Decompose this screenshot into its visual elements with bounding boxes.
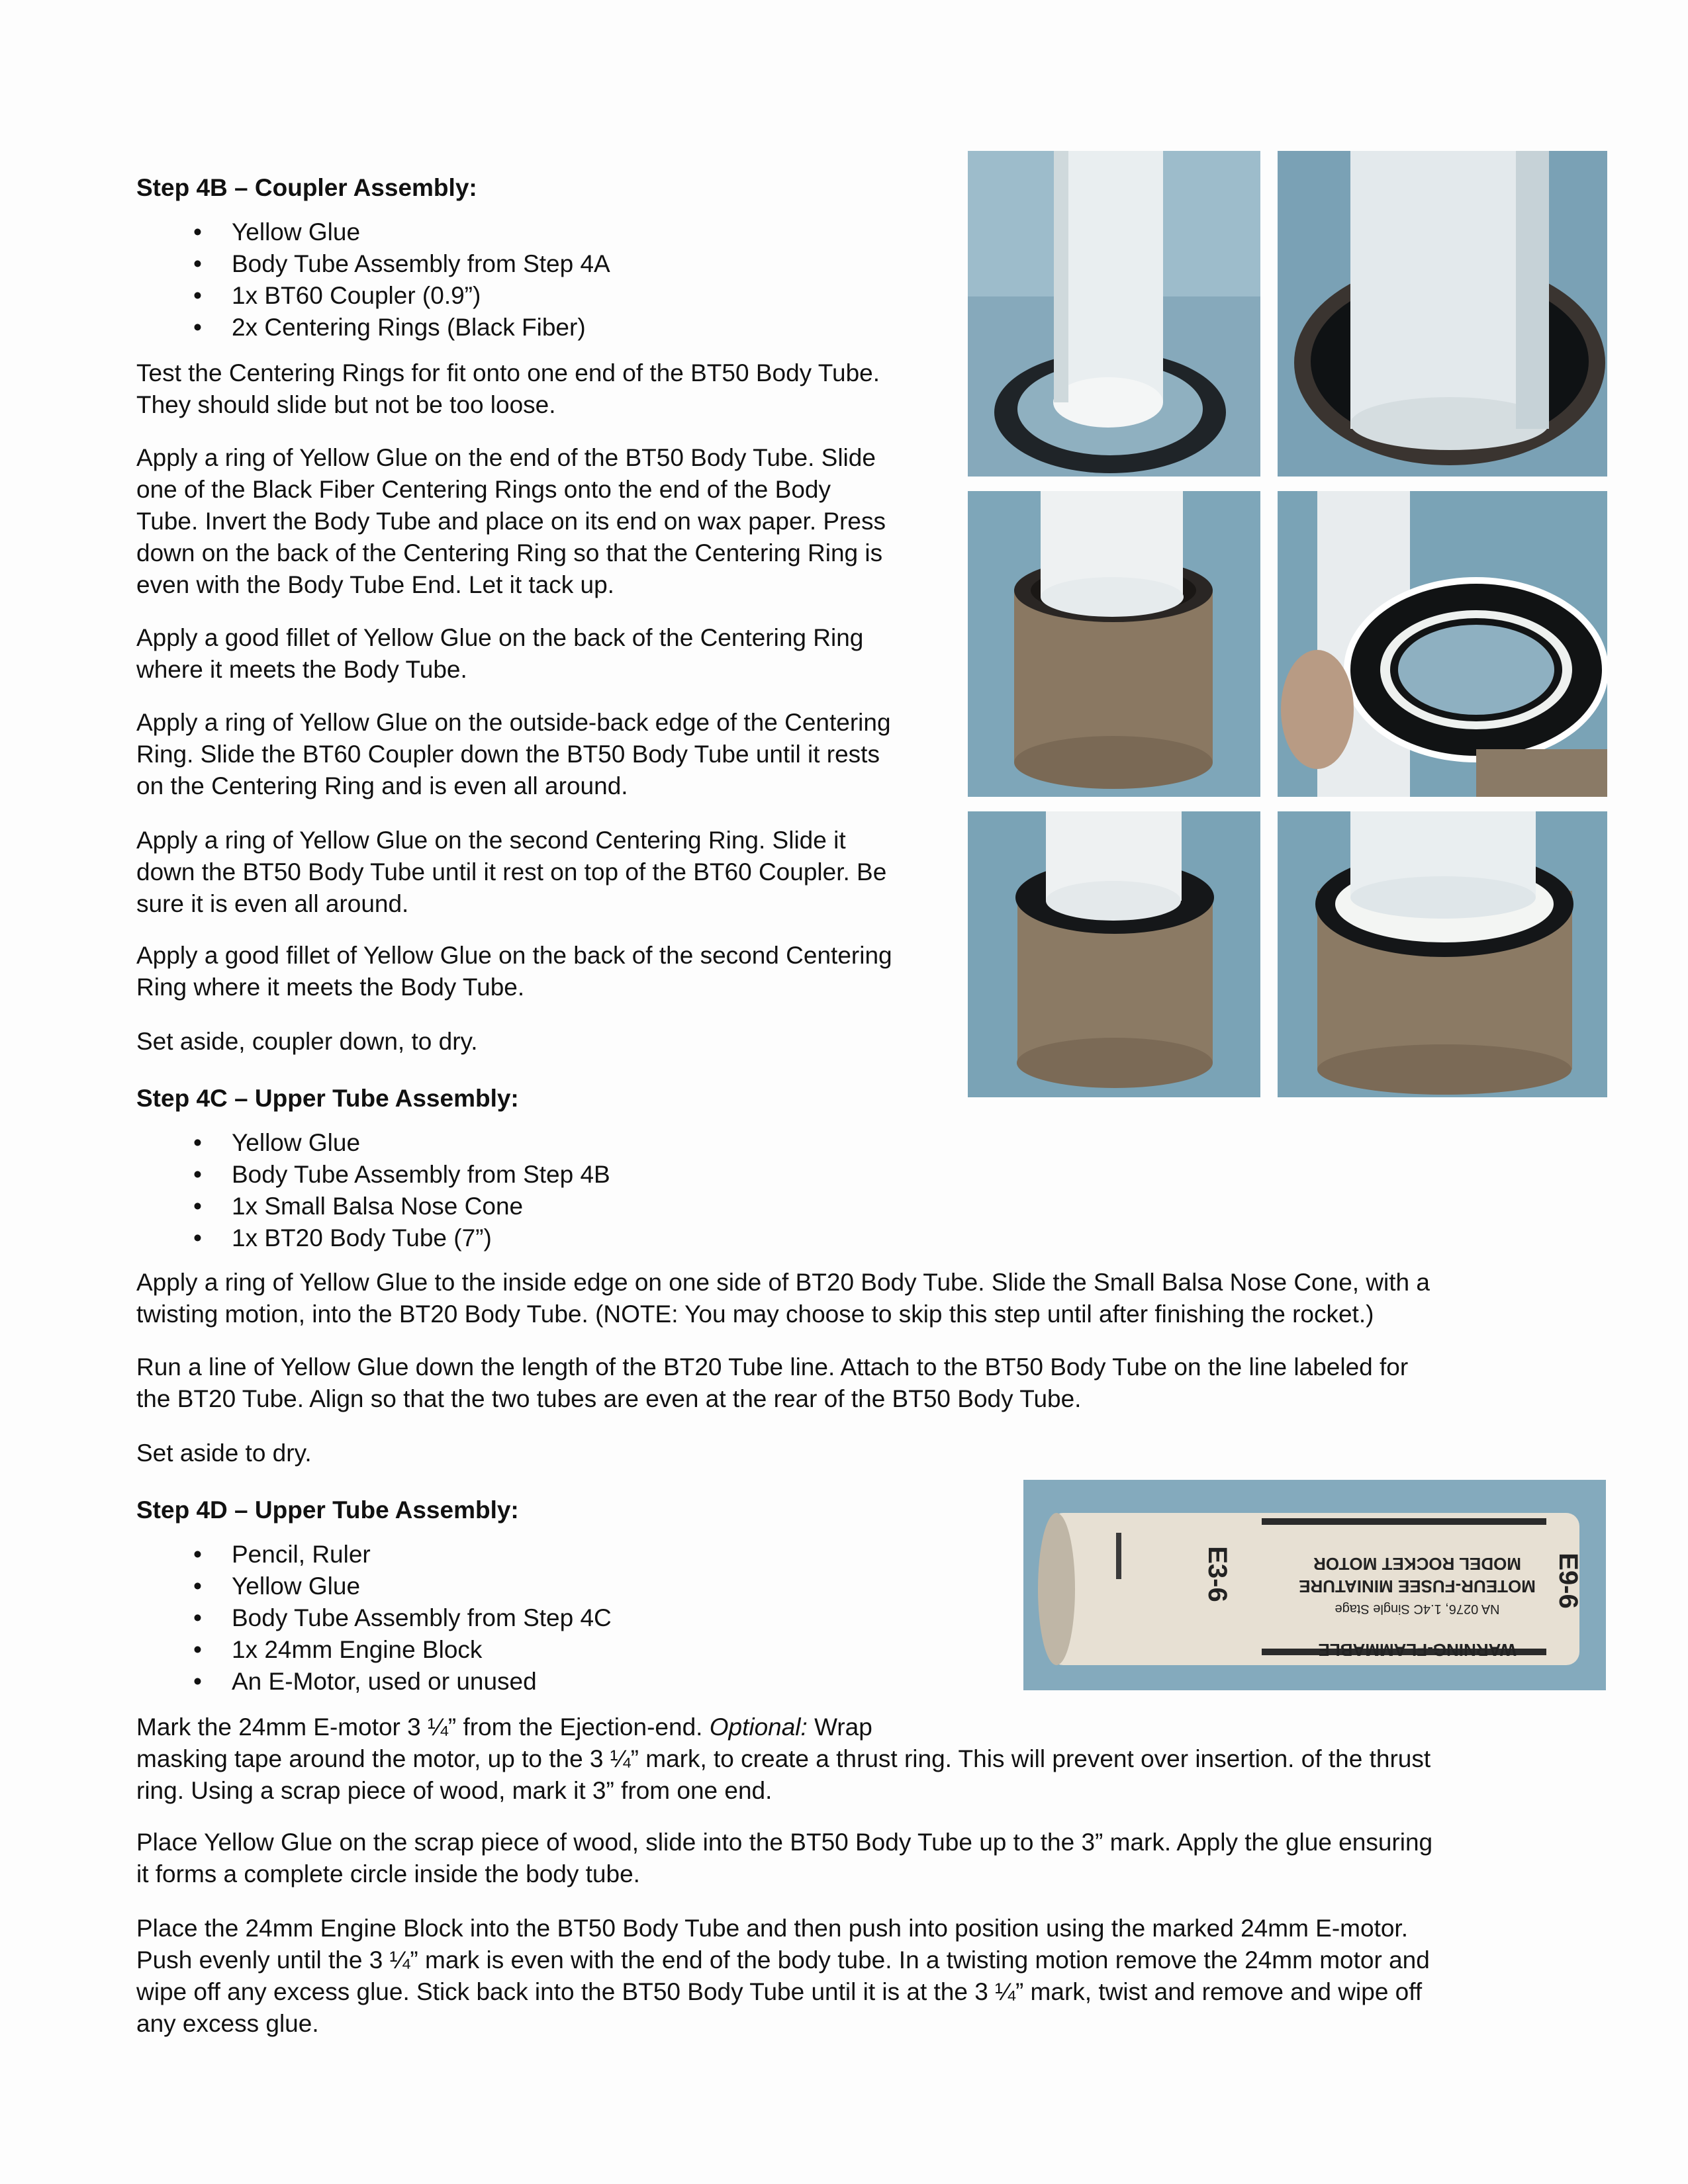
text-line: any excess glue. [136, 2010, 319, 2037]
text-line: Test the Centering Rings for fit onto one end of the BT50 Body Tube. [136, 359, 880, 387]
step-4b-paragraph-3 [136, 622, 863, 686]
list-item: • 1x Small Balsa Nose Cone [136, 1191, 610, 1222]
step-4b-paragraph-2 [136, 442, 886, 601]
text-line: Apply a ring of Yellow Glue on the end of the BT50 Body Tube. Slide [136, 444, 876, 471]
photo-fillet-glue [1278, 811, 1607, 1097]
list-item: • Body Tube Assembly from Step 4B [136, 1159, 610, 1191]
text-line: on the Centering Ring and is even all around. [136, 772, 628, 799]
text-line: Tube. Invert the Body Tube and place on its end on wax paper. Press [136, 508, 886, 535]
photo-ring-on-tube [968, 151, 1260, 477]
text-line: Apply a ring of Yellow Glue on the second Centering Ring. Slide it [136, 827, 846, 854]
text-line: the BT20 Tube. Align so that the two tubes are even at the rear of the BT50 Body Tube. [136, 1385, 1082, 1412]
text-line: it forms a complete circle inside the body tube. [136, 1860, 640, 1888]
text-line: wipe off any excess glue. Stick back into the BT50 Body Tube until it is at the 3 ¼” mark, twist and remove and wipe off [136, 1978, 1423, 2005]
text-line: masking tape around the motor, up to the 3 ¼” mark, to create a thrust ring. This will prevent over insertion. of the thrust [136, 1745, 1431, 1772]
step-4d-paragraph-3 [136, 1913, 1430, 2040]
text-span: Mark the 24mm E-motor 3 ¼” from the Ejection-end. [136, 1713, 710, 1741]
step-4b-paragraph-7: Set aside, coupler down, to dry. [136, 1028, 478, 1055]
text-line [136, 1711, 1430, 1743]
photo-glued-ring-in-hand [1278, 491, 1607, 797]
photo-second-ring [968, 811, 1260, 1097]
photo-ring-closeup [1278, 151, 1607, 477]
list-item: • 1x BT20 Body Tube (7”) [136, 1222, 610, 1254]
text-line: Apply a ring of Yellow Glue on the outside-back edge of the Centering [136, 709, 891, 736]
text-line: Apply a good fillet of Yellow Glue on the back of the Centering Ring [136, 624, 864, 651]
step-4c-heading: Step 4C – Upper Tube Assembly: [136, 1085, 519, 1112]
step-4d-paragraph-2 [136, 1827, 1432, 1890]
text-line: MODEL ROCKET MOTOR [1313, 1554, 1521, 1574]
text-line: where it meets the Body Tube. [136, 656, 467, 683]
list-item: • Yellow Glue [136, 1127, 610, 1159]
text-line: Apply a good fillet of Yellow Glue on the back of the second Centering [136, 942, 892, 969]
step-4b-paragraph-5 [136, 825, 886, 920]
text-line: Ring. Slide the BT60 Coupler down the BT50 Body Tube until it rests [136, 741, 880, 768]
text-line: They should slide but not be too loose. [136, 391, 556, 418]
list-item: • 2x Centering Rings (Black Fiber) [136, 312, 610, 343]
step-4d-heading: Step 4D – Upper Tube Assembly: [136, 1496, 519, 1524]
text-line: NA 0276, 1.4C Single Stage [1335, 1602, 1500, 1616]
step-4b-heading: Step 4B – Coupler Assembly: [136, 174, 477, 201]
text-line: Place the 24mm Engine Block into the BT50 Body Tube and then push into position using the marked 24mm E-motor. [136, 1915, 1408, 1942]
list-item: • Yellow Glue [136, 216, 610, 248]
step-4c-paragraph-1 [136, 1267, 1430, 1330]
step-4b-materials [136, 216, 610, 343]
step-4b-paragraph-4 [136, 707, 891, 802]
list-item: • An E-Motor, used or unused [136, 1666, 612, 1698]
text-line: Run a line of Yellow Glue down the length of the BT20 Tube line. Attach to the BT50 Body Tube on the line labeled for [136, 1353, 1409, 1381]
text-line: ring. Using a scrap piece of wood, mark it 3” from one end. [136, 1777, 773, 1804]
text-line: even with the Body Tube End. Let it tack up. [136, 571, 614, 598]
text-line: one of the Black Fiber Centering Rings onto the end of the Body [136, 476, 831, 503]
photo-e-motor [1023, 1480, 1606, 1690]
list-item: • Pencil, Ruler [136, 1539, 612, 1570]
text-line: Ring where it meets the Body Tube. [136, 974, 525, 1001]
text-line: down on the back of the Centering Ring so that the Centering Ring is [136, 539, 883, 567]
step-4b-paragraph-6 [136, 940, 892, 1003]
motor-code: E9-6 [1553, 1553, 1583, 1609]
text-line: Place Yellow Glue on the scrap piece of wood, slide into the BT50 Body Tube up to the 3” mark. Apply the glue ensuring [136, 1829, 1433, 1856]
list-item: • Body Tube Assembly from Step 4C [136, 1602, 612, 1634]
motor-label-text [1242, 1506, 1593, 1665]
motor-code: E3-6 [1202, 1546, 1232, 1602]
step-4c-paragraph-2 [136, 1351, 1408, 1415]
step-4c-paragraph-3: Set aside to dry. [136, 1439, 312, 1467]
photo-coupler-on-tube [968, 491, 1260, 797]
text-line: Push evenly until the 3 ¼” mark is even with the end of the body tube. In a twisting motion remove the 24mm motor and [136, 1946, 1430, 1974]
step-4b-paragraph-1 [136, 357, 880, 421]
text-line: down the BT50 Body Tube until it rest on top of the BT60 Coupler. Be [136, 858, 887, 886]
step-4d-materials [136, 1539, 612, 1698]
optional-label: Optional: [709, 1713, 808, 1741]
text-line: twisting motion, into the BT20 Body Tube. (NOTE: You may choose to skip this step until after finishing the rocket.) [136, 1300, 1374, 1328]
step-4d-paragraph-1 [136, 1711, 1430, 1807]
step-4c-materials [136, 1127, 610, 1254]
list-item: • Yellow Glue [136, 1570, 612, 1602]
text-line: WARNING-FLAMMABLE [1318, 1640, 1517, 1660]
text-line: sure it is even all around. [136, 890, 409, 917]
list-item: • 1x 24mm Engine Block [136, 1634, 612, 1666]
list-item: • Body Tube Assembly from Step 4A [136, 248, 610, 280]
text-line: MOTEUR-FUSEE MINIATURE [1299, 1576, 1536, 1596]
list-item: • 1x BT60 Coupler (0.9”) [136, 280, 610, 312]
text-span: Wrap [807, 1713, 872, 1741]
text-line: Apply a ring of Yellow Glue to the inside edge on one side of BT20 Body Tube. Slide the Small Balsa Nose Cone, with a [136, 1269, 1430, 1296]
